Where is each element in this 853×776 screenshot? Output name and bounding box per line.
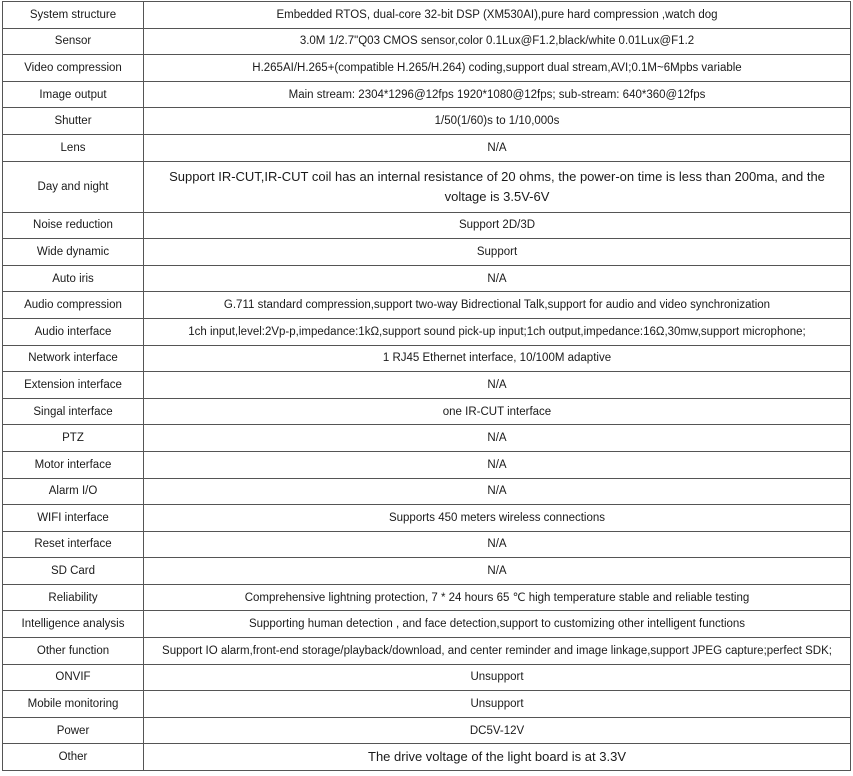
row-value: Unsupport bbox=[144, 691, 851, 718]
row-value: N/A bbox=[144, 478, 851, 505]
row-value: Comprehensive lightning protection, 7 * 24 hours 65 ℃ high temperature stable and reliable testing bbox=[144, 584, 851, 611]
row-value: Supports 450 meters wireless connections bbox=[144, 505, 851, 532]
row-value: Support bbox=[144, 239, 851, 266]
table-row bbox=[3, 638, 851, 665]
row-label: Other bbox=[3, 744, 144, 771]
row-value: N/A bbox=[144, 134, 851, 161]
table-row bbox=[3, 108, 851, 135]
row-label: Reliability bbox=[3, 584, 144, 611]
row-value: N/A bbox=[144, 425, 851, 452]
row-label: Video compression bbox=[3, 55, 144, 82]
row-value: N/A bbox=[144, 531, 851, 558]
table-row bbox=[3, 81, 851, 108]
table-row bbox=[3, 505, 851, 532]
row-label: System structure bbox=[3, 2, 144, 29]
table-row bbox=[3, 531, 851, 558]
row-value: G.711 standard compression,support two-way Bidrectional Talk,support for audio and video synchronization bbox=[144, 292, 851, 319]
row-value: The drive voltage of the light board is at 3.3V bbox=[144, 744, 851, 771]
table-row bbox=[3, 372, 851, 399]
row-value: Supporting human detection , and face detection,support to customizing other intelligent functions bbox=[144, 611, 851, 638]
row-label: Auto iris bbox=[3, 265, 144, 292]
row-value: H.265AI/H.265+(compatible H.265/H.264) coding,support dual stream,AVI;0.1M~6Mpbs variable bbox=[144, 55, 851, 82]
row-value: N/A bbox=[144, 372, 851, 399]
row-label: Day and night bbox=[3, 161, 144, 212]
row-value: Support 2D/3D bbox=[144, 212, 851, 239]
row-value: 1 RJ45 Ethernet interface, 10/100M adaptive bbox=[144, 345, 851, 372]
row-value: one IR-CUT interface bbox=[144, 398, 851, 425]
row-label: Network interface bbox=[3, 345, 144, 372]
table-row bbox=[3, 664, 851, 691]
row-value: Unsupport bbox=[144, 664, 851, 691]
table-row bbox=[3, 55, 851, 82]
table-row bbox=[3, 451, 851, 478]
table-row bbox=[3, 239, 851, 266]
row-value: N/A bbox=[144, 451, 851, 478]
row-value: Support IO alarm,front-end storage/playback/download, and center reminder and image linkage,support JPEG capture;perfect SDK; bbox=[144, 638, 851, 665]
table-row bbox=[3, 292, 851, 319]
table-row bbox=[3, 345, 851, 372]
row-label: Sensor bbox=[3, 28, 144, 55]
table-row bbox=[3, 611, 851, 638]
row-label: Singal interface bbox=[3, 398, 144, 425]
row-label: Lens bbox=[3, 134, 144, 161]
row-label: Wide dynamic bbox=[3, 239, 144, 266]
table-row bbox=[3, 584, 851, 611]
row-label: Intelligence analysis bbox=[3, 611, 144, 638]
table-row bbox=[3, 425, 851, 452]
row-value: N/A bbox=[144, 265, 851, 292]
table-row bbox=[3, 28, 851, 55]
row-label: Power bbox=[3, 717, 144, 744]
row-value: Embedded RTOS, dual-core 32-bit DSP (XM530AI),pure hard compression ,watch dog bbox=[144, 2, 851, 29]
row-label: PTZ bbox=[3, 425, 144, 452]
table-row bbox=[3, 478, 851, 505]
row-value: DC5V-12V bbox=[144, 717, 851, 744]
table-row bbox=[3, 212, 851, 239]
row-value: 1ch input,level:2Vp-p,impedance:1kΩ,support sound pick-up input;1ch output,impedance:16Ω,30mw,support microphone; bbox=[144, 318, 851, 345]
table-row bbox=[3, 717, 851, 744]
table-row bbox=[3, 2, 851, 29]
row-label: Other function bbox=[3, 638, 144, 665]
row-label: Alarm I/O bbox=[3, 478, 144, 505]
row-label: SD Card bbox=[3, 558, 144, 585]
row-value: Support IR-CUT,IR-CUT coil has an internal resistance of 20 ohms, the power-on time is less than 200ma, and the voltage is 3.5V-6V bbox=[144, 161, 851, 212]
table-row bbox=[3, 318, 851, 345]
row-label: Noise reduction bbox=[3, 212, 144, 239]
row-label: Audio compression bbox=[3, 292, 144, 319]
row-value: 3.0M 1/2.7"Q03 CMOS sensor,color 0.1Lux@F1.2,black/white 0.01Lux@F1.2 bbox=[144, 28, 851, 55]
row-value: 1/50(1/60)s to 1/10,000s bbox=[144, 108, 851, 135]
row-value: N/A bbox=[144, 558, 851, 585]
table-row bbox=[3, 265, 851, 292]
row-label: Reset interface bbox=[3, 531, 144, 558]
row-label: Shutter bbox=[3, 108, 144, 135]
table-row bbox=[3, 744, 851, 771]
spec-table bbox=[2, 1, 851, 771]
row-label: Mobile monitoring bbox=[3, 691, 144, 718]
table-row bbox=[3, 558, 851, 585]
row-label: Image output bbox=[3, 81, 144, 108]
row-label: Motor interface bbox=[3, 451, 144, 478]
row-label: Audio interface bbox=[3, 318, 144, 345]
table-row bbox=[3, 134, 851, 161]
row-label: ONVIF bbox=[3, 664, 144, 691]
table-row bbox=[3, 398, 851, 425]
table-row bbox=[3, 691, 851, 718]
row-label: WIFI interface bbox=[3, 505, 144, 532]
row-value: Main stream: 2304*1296@12fps 1920*1080@12fps; sub-stream: 640*360@12fps bbox=[144, 81, 851, 108]
table-row bbox=[3, 161, 851, 212]
row-label: Extension interface bbox=[3, 372, 144, 399]
